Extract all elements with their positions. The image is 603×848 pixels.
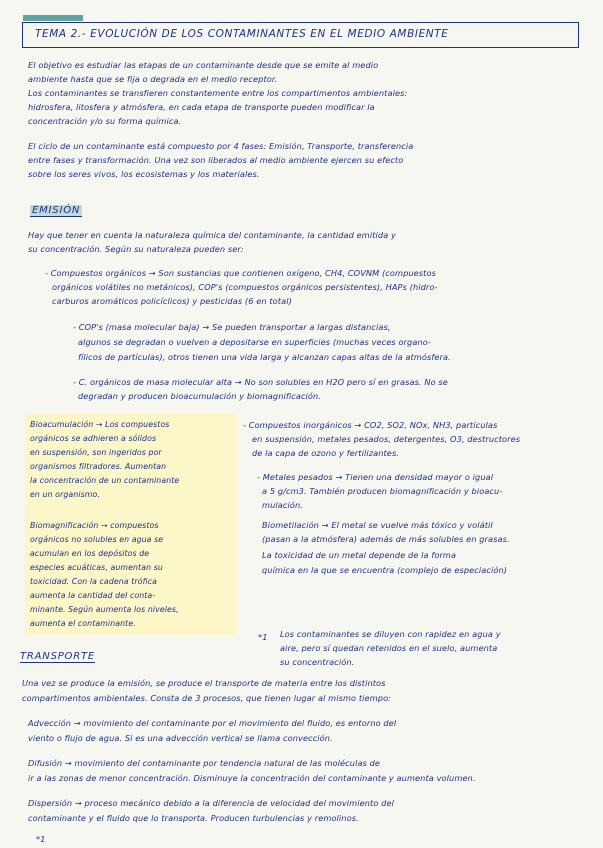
text-line: ambiente hasta que se fija o degrada en el medio receptor. bbox=[28, 74, 278, 84]
text-line: degradan y producen bioacumulación y biomagnificación. bbox=[78, 391, 322, 401]
text-line: su concentración. Según su naturaleza pueden ser: bbox=[28, 244, 244, 254]
sticky-note bbox=[25, 413, 238, 635]
text-line: aire, pero sí quedan retenidos en el suelo, aumenta bbox=[280, 643, 498, 653]
text-line: Los contaminantes se transfieren constantemente entre los compartimentos ambientales: bbox=[28, 88, 408, 98]
text-line: ir a las zonas de menor concentración. Disminuye la concentración del contaminante y aumenta volumen. bbox=[28, 773, 476, 783]
text-line: (pasan a la atmósfera) además de más solubles en grasas. bbox=[262, 534, 510, 544]
text-line: - C. orgánicos de masa molecular alta → No son solubles en H2O pero sí en grasas. No se bbox=[73, 377, 448, 387]
emision-heading-text: EMISIÓN bbox=[32, 205, 81, 216]
text-line: - COP's (masa molecular baja) → Se pueden transportar a largas distancias, bbox=[73, 322, 391, 332]
text-line: compartimentos ambientales. Consta de 3 procesos, que tienen lugar al mismo tiempo: bbox=[22, 693, 392, 703]
text-line: aumenta la cantidad del conta- bbox=[30, 591, 156, 600]
text-line: contaminante y el fluido que lo transporta. Producen turbulencias y remolinos. bbox=[28, 813, 359, 823]
page-title: TEMA 2.- EVOLUCIÓN DE LOS CONTAMINANTES EN EL MEDIO AMBIENTE bbox=[35, 28, 449, 40]
text-line: concentración y/o su forma química. bbox=[28, 116, 182, 126]
text-line: toxicidad. Con la cadena trófica bbox=[30, 577, 157, 586]
text-line: entre fases y transformación. Una vez son liberados al medio ambiente ejercen su efecto bbox=[28, 155, 404, 165]
text-line: de la capa de ozono y fertilizantes. bbox=[252, 448, 400, 458]
text-line: fílicos de partículas), otros tienen una vida larga y alcanzan capas altas de la atmósfera. bbox=[78, 352, 451, 362]
text-line: Biomagnificación → compuestos bbox=[30, 521, 159, 530]
text-line: hidrosfera, litosfera y atmósfera, en cada etapa de transporte pueden modificar la bbox=[28, 102, 375, 112]
text-line: mulación. bbox=[262, 500, 303, 510]
text-line: - Compuestos inorgánicos → CO2, SO2, NOx, NH3, partículas bbox=[243, 420, 498, 430]
text-line: carburos aromáticos policíclicos) y pesticidas (6 en total) bbox=[52, 296, 292, 306]
text-line: algunos se degradan o vuelven a depositarse en superficies (muchas veces organo- bbox=[78, 337, 431, 347]
text-line: química en la que se encuentra (complejo de especiación) bbox=[262, 565, 508, 575]
text-line: Una vez se produce la emisión, se produce el transporte de materia entre los distintos bbox=[22, 678, 386, 688]
text-line: su concentración. bbox=[280, 657, 355, 667]
text-line: en suspensión, son ingeridos por bbox=[30, 448, 162, 457]
footnote-mark: *1 bbox=[258, 632, 268, 642]
emision-heading bbox=[30, 205, 82, 217]
text-line: acumulan en los depósitos de bbox=[30, 549, 150, 558]
text-line: Biometilación → El metal se vuelve más tóxico y volátil bbox=[262, 520, 493, 530]
text-line: Dispersión → proceso mecánico debido a la diferencia de velocidad del movimiento del bbox=[28, 798, 394, 808]
text-line: aumenta el contaminante. bbox=[30, 619, 136, 628]
text-line: - Compuestos orgánicos → Son sustancias que contienen oxígeno, CH4, COVNM (compuestos bbox=[45, 268, 436, 278]
text-line: sobre los seres vivos, los ecosistemas y los materiales. bbox=[28, 169, 260, 179]
text-line: Advección → movimiento del contaminante por el movimiento del fluido, es entorno del bbox=[28, 718, 397, 728]
text-line: El ciclo de un contaminante está compuesto por 4 fases: Emisión, Transporte, transferencia bbox=[28, 141, 414, 151]
text-line: viento o flujo de agua. Si es una advección vertical se llama convección. bbox=[28, 733, 333, 743]
text-line: Hay que tener en cuenta la naturaleza química del contaminante, la cantidad emitida y bbox=[28, 230, 396, 240]
text-line: Los contaminantes se diluyen con rapidez en agua y bbox=[280, 629, 501, 639]
text-line: organismos filtradores. Aumentan bbox=[30, 462, 167, 471]
footnote-mark: *1 bbox=[36, 834, 46, 844]
text-line: orgánicos no solubles en agua se bbox=[30, 535, 164, 544]
text-line: La toxicidad de un metal depende de la forma bbox=[262, 550, 457, 560]
title-box bbox=[22, 22, 579, 48]
text-line: El objetivo es estudiar las etapas de un contaminante desde que se emite al medio bbox=[28, 60, 379, 70]
text-line: la concentración de un contaminante bbox=[30, 476, 180, 485]
text-line: orgánicos volátiles no metánicos), COP's (compuestos orgánicos persistentes), HAPs (hidro- bbox=[52, 282, 438, 292]
text-line: en un organismo. bbox=[30, 490, 100, 499]
text-line: minante. Según aumenta los niveles, bbox=[30, 605, 179, 614]
text-line: Bioacumulación → Los compuestos bbox=[30, 420, 170, 429]
text-line: en suspensión, metales pesados, detergentes, O3, destructores bbox=[252, 434, 521, 444]
text-line: a 5 g/cm3. También producen biomagnificación y bioacu- bbox=[262, 486, 503, 496]
text-line: orgánicos se adhieren a sólidos bbox=[30, 434, 157, 443]
text-line: especies acuáticas, aumentan su bbox=[30, 563, 163, 572]
transporte-heading: TRANSPORTE bbox=[20, 651, 96, 662]
highlight-mark bbox=[23, 15, 83, 21]
text-line: Difusión → movimiento del contaminante por tendencia natural de las moléculas de bbox=[28, 758, 381, 768]
text-line: - Metales pesados → Tienen una densidad mayor o igual bbox=[257, 472, 494, 482]
